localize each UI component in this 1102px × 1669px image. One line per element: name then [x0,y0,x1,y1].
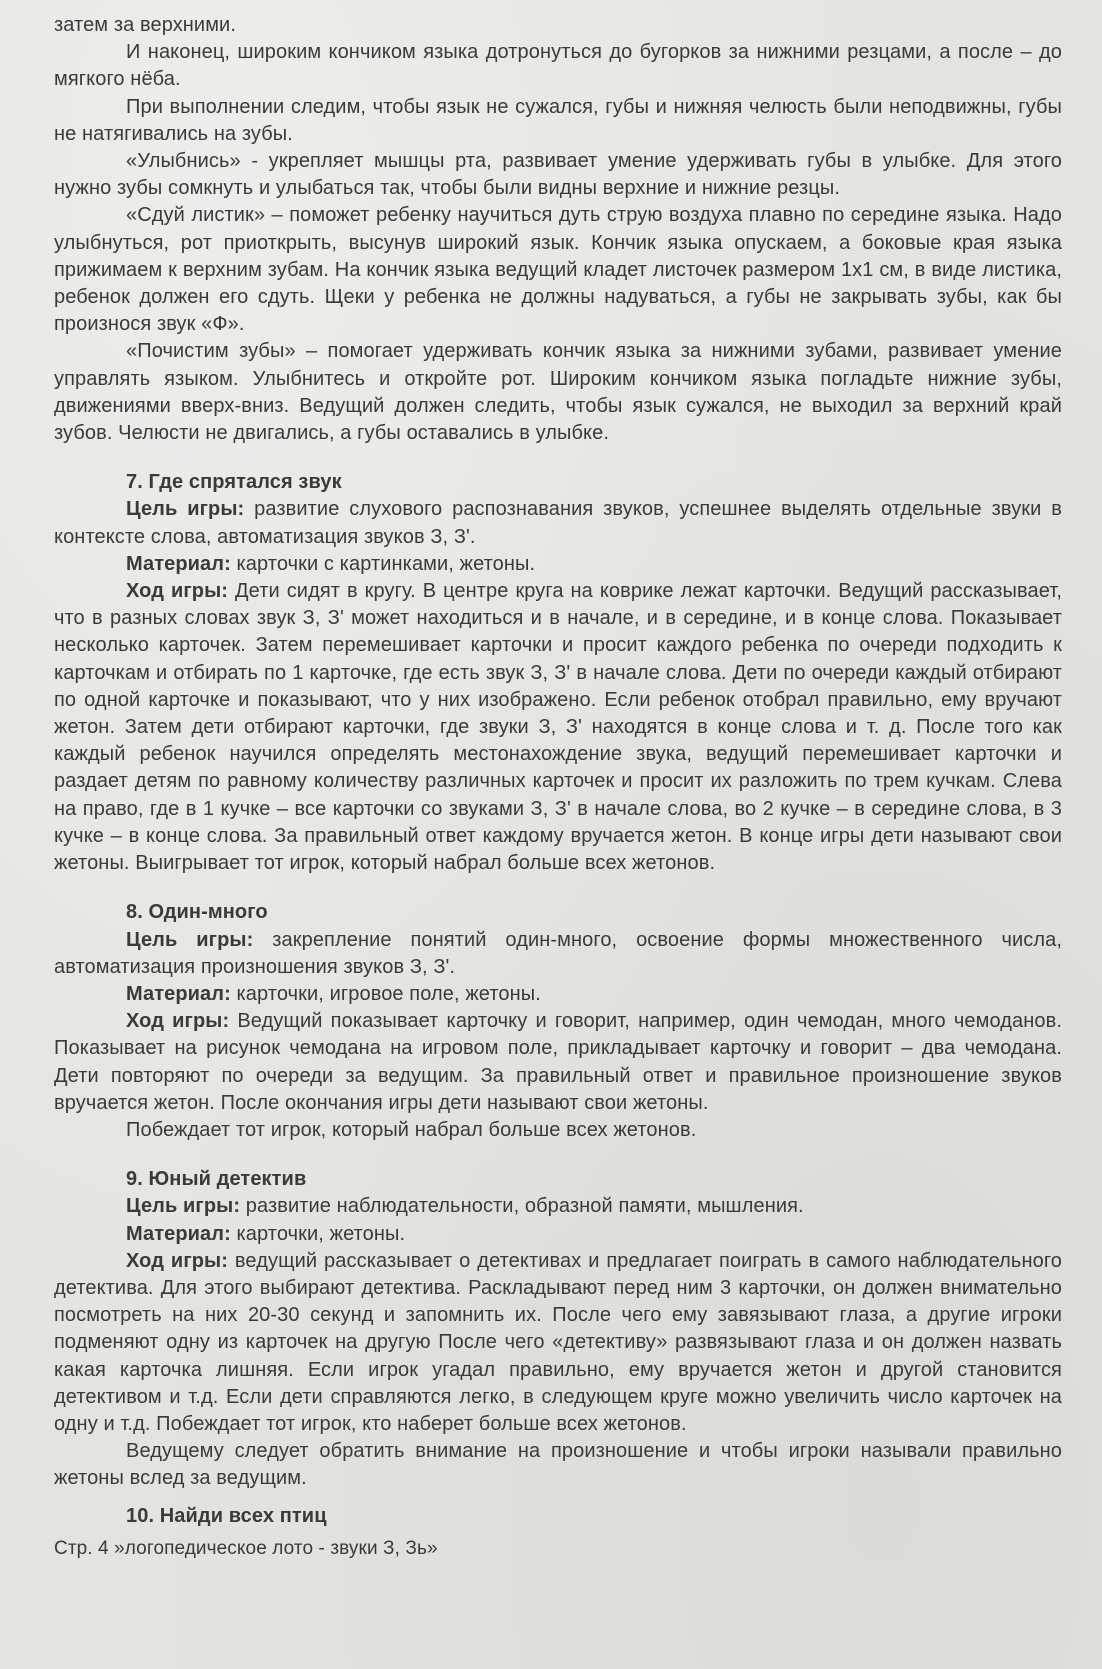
game8-material-label: Материал: [126,982,231,1005]
intro-paragraph-0: затем за верхними. [54,14,236,36]
game8-course-text: Ведущий показывает карточку и говорит, например, один чемодан, много чемоданов. Показывает на рисунок чемодана на игровом поле, прикладывает карточку и говорит – два чемодана. Дети повторяют по очереди за ведущим. За правильный ответ и правильное произношение звуков вручается жетон. После окончания игры дети называют свои жетоны. [54,1010,1062,1114]
game8-closing: Побеждает тот игрок, который набрал больше всех жетонов. [126,1118,697,1141]
game8-goal-label: Цель игры: [126,928,254,951]
game8-goal [54,927,1062,981]
game7-material-text: карточки с картинками, жетоны. [230,552,536,575]
game8-material-text: карточки, игровое поле, жетоны. [230,982,541,1005]
document-text [54,12,1062,1562]
exercise-smile-paragraph: «Улыбнись» - укрепляет мышцы рта, развивает умение удерживать губы в улыбке. Для этого нужно зубы сомкнуть и улыбаться так, чтобы были видны верхние и нижние резцы. [54,150,1062,200]
game9-material-text: карточки, жетоны. [230,1222,406,1245]
game9-goal [54,1193,1062,1220]
game9-course-text: ведущий рассказывает о детективах и предлагает поиграть в самого наблюдательного детектива. Для этого выбирают детектива. Раскладывают перед ним 3 карточки, он должен внимательно посмотреть на них 20-30 секунд и запомнить их. После чего ему завязывают глаза, а другие игроки подменяют одну из карточек на другую После чего «детективу» развязывают глаза и он должен назвать какая карточка лишняя. Если игрок угадал правильно, ему вручается жетон и другой становится детективом и т.д. Если дети справляются легко, в следующем круге можно увеличить число карточек на одну и т.д. Побеждает тот игрок, кто наберет больше всех жетонов. [54,1249,1062,1435]
game9-material [54,1221,1062,1248]
exercise-blow-leaf-paragraph: «Сдуй листик» – поможет ребенку научиться дуть струю воздуха плавно по середине языка. Надо улыбнуться, рот приоткрыть, высунув широкий язык. Кончик языка опускаем, а боковые края языка прижимаем к верхним зубам. На кончик языка ведущий кладет листочек размером 1х1 см, в виде листика, ребенок должен его сдуть. Щеки у ребенка не должны надуваться, а губы не закрывать зубы, как бы произнося звук «Ф». [54,204,1062,336]
game8-title: 8. Один-много [126,901,268,924]
game8-course [54,1008,1062,1117]
game7-goal-text: развитие слухового распознавания звуков, успешнее выделять отдельные звуки в контексте слова, автоматизация звуков З, З'. [54,498,1062,548]
game9-course [54,1248,1062,1438]
game7-goal-label: Цель игры: [126,498,245,521]
game8-goal-text: закрепление понятий один-много, освоение формы множественного числа, автоматизация произношения звуков З, З'. [54,928,1062,978]
game9-course-label: Ход игры: [126,1249,229,1272]
game9-closing: Ведущему следует обратить внимание на произношение и чтобы игроки называли правильно жетоны вслед за ведущим. [54,1440,1062,1490]
game7-material-label: Материал: [126,552,231,575]
game9-title: 9. Юный детектив [126,1168,307,1191]
game7-goal [54,496,1062,550]
intro-paragraph-1: И наконец, широким кончиком языка дотронуться до бугорков за нижними резцами, а после – до мягкого нёба. [54,41,1062,91]
game7-course-text: Дети сидят в кругу. В центре круга на коврике лежат карточки. Ведущий рассказывает, что в разных словах звук З, З' может находиться и в начале, и в середине, и в конце слова. Показывает несколько карточек. Затем перемешивает карточки и просит каждого ребенка по очереди подходить к карточкам и отбирать по 1 карточке, где есть звук З, З' в начале слова. Дети по очереди каждый отбирают по одной карточке и показывают, что у них изображено. Если ребенок отобрал правильно, ему вручают жетон. Затем дети отбирают карточки, где звуки З, З' находятся в конце слова и т. д. После того как каждый ребенок научился определять местонахождение звука, ведущий перемешивает карточки и раздает детям по равному количеству различных карточек и просит их разложить по трем кучкам. Слева на право, где в 1 кучке – все карточки со звуками З, З' в начале слова, во 2 кучке – в середине слова, в 3 кучке – в конце слова. За правильный ответ каждому вручается жетон. В конце игры дети называют свои жетоны. Выигрывает тот игрок, который набрал больше всех жетонов. [54,580,1063,875]
intro-paragraph-2: При выполнении следим, чтобы язык не сужался, губы и нижняя челюсть были неподвижны, губы не натягивались на зубы. [54,95,1062,145]
exercise-brush-teeth-paragraph: «Почистим зубы» – помогает удерживать кончик языка за нижними зубами, развивает умение управлять языком. Улыбнитесь и откройте рот. Широким кончиком языка погладьте нижние зубы, движениями вверх-вниз. Ведущий должен следить, чтобы язык сужался, не выходил за верхний край зубов. Челюсти не двигались, а губы оставались в улыбке. [54,340,1062,445]
game7-title: 7. Где спрятался звук [126,471,342,494]
game9-goal-text: развитие наблюдательности, образной памяти, мышления. [240,1195,804,1218]
game9-material-label: Материал: [126,1222,231,1245]
game7-material [54,551,1062,578]
game10-title: 10. Найди всех птиц [126,1504,327,1527]
game8-material [54,981,1062,1008]
game9-goal-label: Цель игры: [126,1195,241,1218]
game7-course-label: Ход игры: [126,580,229,603]
page-footer: Стр. 4 »логопедическое лото - звуки З, Зь» [54,1537,438,1559]
game7-course [54,578,1062,877]
game8-course-label: Ход игры: [126,1010,230,1033]
